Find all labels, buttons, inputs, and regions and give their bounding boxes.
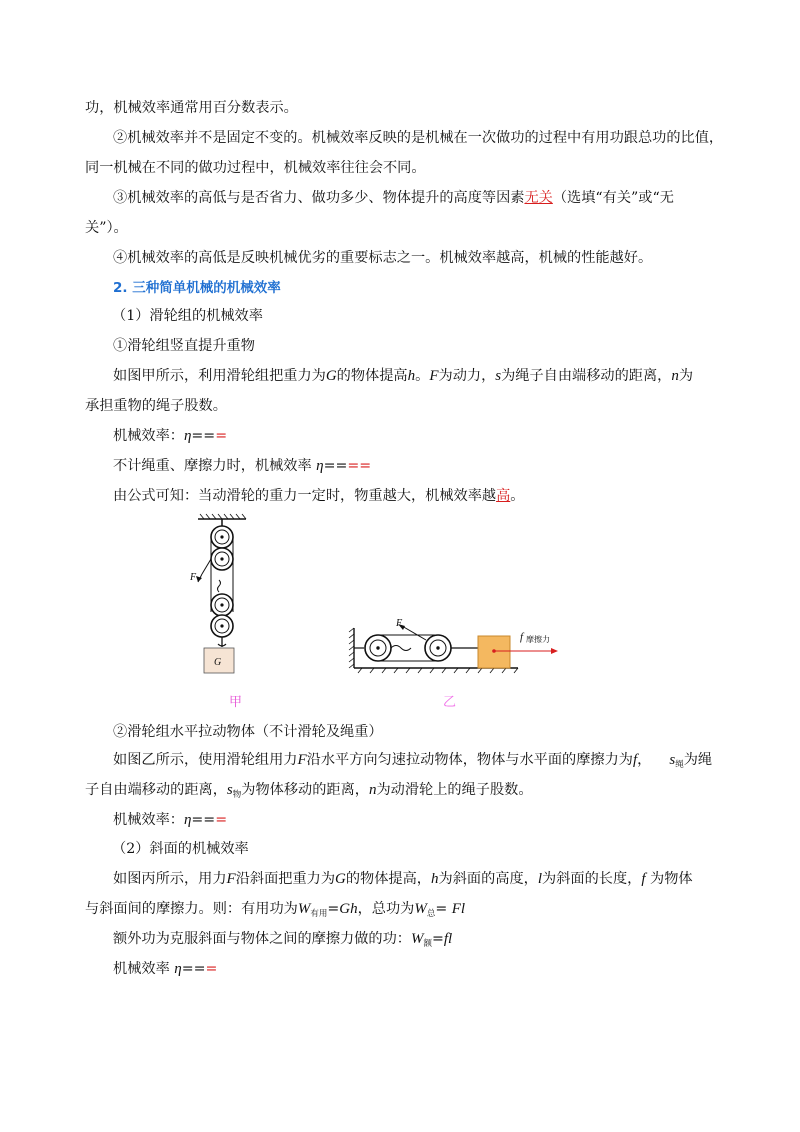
formula-efficiency-horizontal: 机械效率：η=== (113, 812, 228, 828)
label-F-jia: F (190, 572, 197, 583)
figure-jia-pulley-vertical (190, 512, 260, 677)
subheading-incline: （2）斜面的机械效率 (112, 841, 249, 857)
paragraph-incline-desc-2: 与斜面间的摩擦力。则：有用功为$W_{有用}=Gh$，总功为$W_总= Fl$ (85, 901, 466, 919)
paragraph-fig-jia-desc-2: 承担重物的绳子股数。 (85, 398, 227, 414)
paragraph-fig-yi-desc-2: 子自由端移动的距离，$s_物$为物体移动的距离，n为动滑轮上的绳子股数。 (85, 782, 533, 800)
formula-efficiency-1: 机械效率：η=== (113, 428, 228, 444)
paragraph-extra-work: 额外功为克服斜面与物体之间的摩擦力做的功：$W_额=fl$ (113, 931, 453, 949)
formula-efficiency-incline: 机械效率 η=== (113, 961, 218, 977)
caption-yi: 乙 (443, 695, 457, 710)
paragraph-percent: 功，机械效率通常用百分数表示。 (85, 100, 298, 116)
formula-efficiency-ideal: 不计绳重、摩擦力时，机械效率 η==== (113, 458, 372, 474)
paragraph-fig-yi-desc-1: 如图乙所示，使用滑轮组用力F沿水平方向匀速拉动物体，物体与水平面的摩擦力为f， $s_绳$为绳 (113, 752, 713, 770)
item-vertical-lift: ①滑轮组竖直提升重物 (113, 338, 255, 354)
section-heading-three-machines: 2. 三种简单机械的机械效率 (113, 280, 281, 296)
item-horizontal-pull: ②滑轮组水平拉动物体（不计滑轮及绳重） (113, 724, 383, 740)
figure-yi-pulley-horizontal (348, 618, 570, 676)
paragraph-efficiency-factors-1: ③机械效率的高低与是否省力、做功多少、物体提升的高度等因素无关（选填“有关”或“无 (113, 190, 674, 206)
subheading-pulley: （1）滑轮组的机械效率 (112, 308, 263, 324)
label-G: G (214, 657, 222, 668)
paragraph-efficiency-factors-2: 关”）。 (85, 220, 128, 236)
paragraph-efficiency-varies-1: ②机械效率并不是固定不变的。机械效率反映的是机械在一次做功的过程中有用功跟总功的比值， (113, 130, 724, 146)
label-friction: 摩擦力 (526, 635, 550, 644)
answer-gao: 高 (496, 488, 511, 504)
paragraph-efficiency-varies-2: 同一机械在不同的做功过程中，机械效率往往会不同。 (85, 160, 426, 176)
paragraph-fig-jia-desc-1: 如图甲所示，利用滑轮组把重力为G的物体提高h。F为动力，s为绳子自由端移动的距离，n为 (113, 368, 694, 384)
paragraph-conclusion: 由公式可知：当动滑轮的重力一定时，物重越大，机械效率越高。 (113, 488, 525, 504)
answer-wuguan: 无关 (524, 190, 553, 206)
label-F-yi: F (396, 618, 403, 629)
paragraph-efficiency-indicator: ④机械效率的高低是反映机械优劣的重要标志之一。机械效率越高，机械的性能越好。 (113, 250, 653, 266)
paragraph-incline-desc-1: 如图丙所示，用力F沿斜面把重力为G的物体提高，h为斜面的高度，l为斜面的长度，f 为物体 (113, 871, 693, 887)
label-f-yi: f (520, 631, 524, 643)
caption-jia: 甲 (229, 695, 243, 710)
